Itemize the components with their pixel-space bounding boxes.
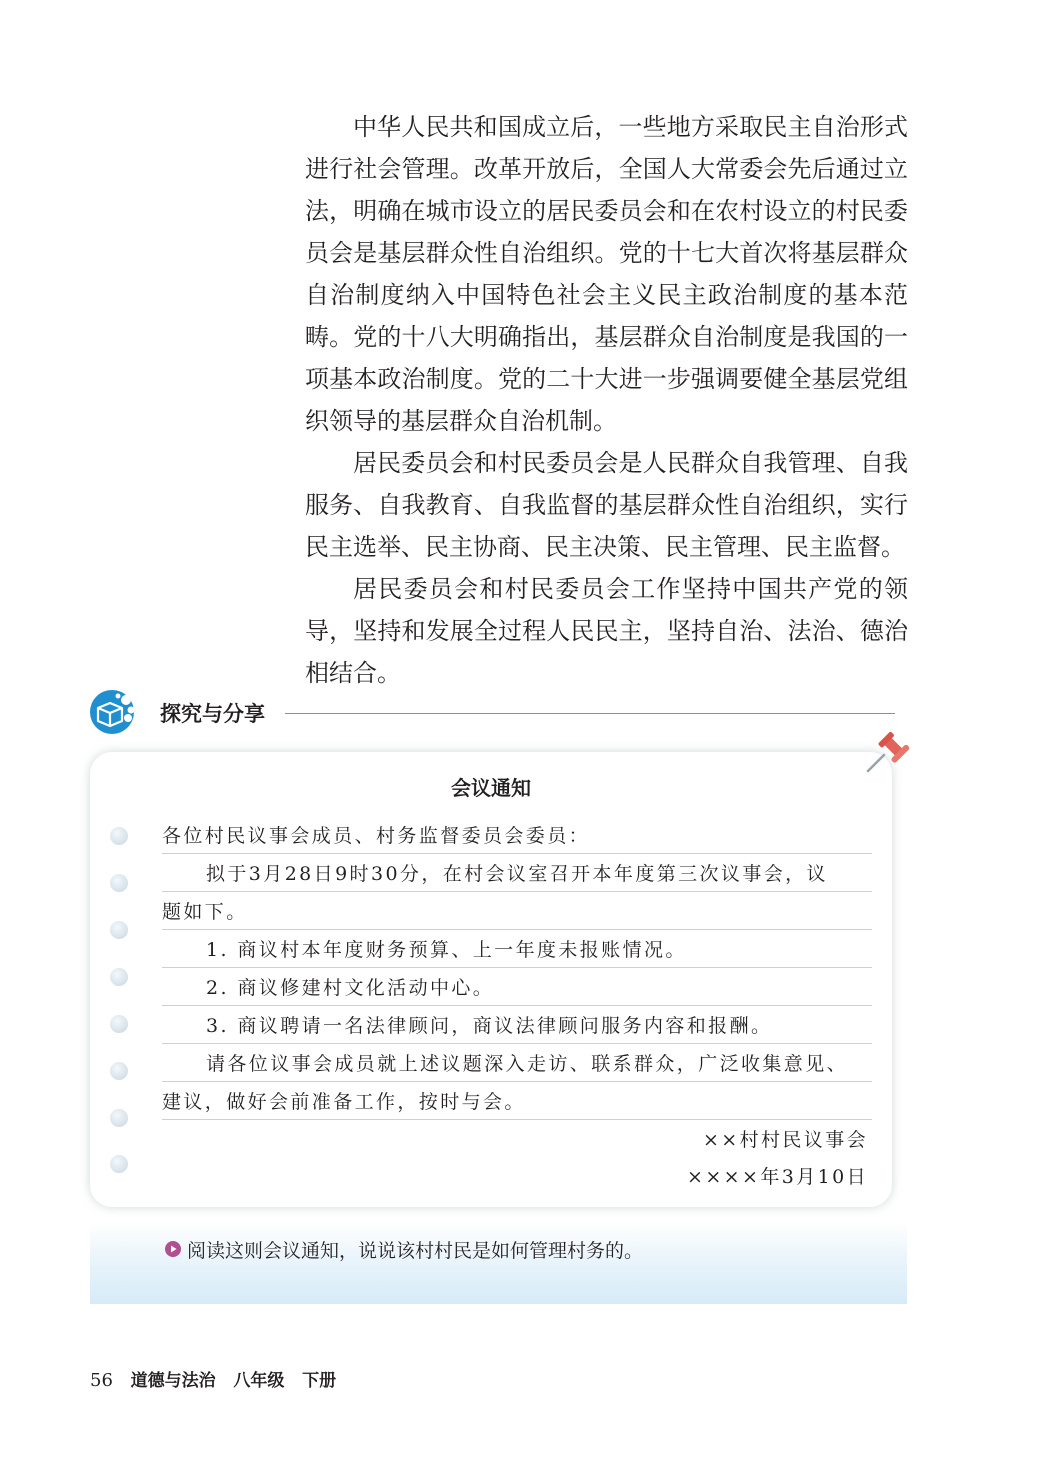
volume-label: 下册 — [302, 1371, 337, 1391]
notice-line: 建议，做好会前准备工作，按时与会。 — [162, 1082, 872, 1120]
grade-label: 八年级 — [233, 1371, 285, 1391]
play-bullet-icon — [165, 1241, 181, 1257]
binder-hole — [110, 921, 128, 939]
main-text — [305, 106, 908, 694]
section-header — [90, 688, 910, 738]
notice-card — [90, 752, 892, 1207]
notice-salutation: 各位村民议事会成员、村务监督委员会委员： — [162, 816, 872, 854]
section-divider — [285, 713, 895, 714]
notice-title: 会议通知 — [451, 776, 531, 800]
notice-body — [162, 816, 872, 1194]
notice-agenda-item-3: 3. 商议聘请一名法律顾问，商议法律顾问服务内容和报酬。 — [162, 1006, 872, 1044]
page-number: 56 — [90, 1370, 113, 1391]
paragraph-3: 居民委员会和村民委员会工作坚持中国共产党的领导，坚持和发展全过程人民民主，坚持自治、法治、德治相结合。 — [305, 575, 908, 687]
paragraph-1: 中华人民共和国成立后，一些地方采取民主自治形式进行社会管理。改革开放后，全国人大常委会先后通过立法，明确在城市设立的居民委员会和在农村设立的村民委员会是基层群众性自治组织。党的十七大首次将基层群众自治制度纳入中国特色社会主义民主政治制度的基本范畴。党的十八大明确指出，基层群众自治制度是我国的一项基本政治制度。党的二十大进一步强调要健全基层党组织领导的基层群众自治机制。 — [305, 113, 908, 435]
notice-agenda-item-1: 1. 商议村本年度财务预算、上一年度未报账情况。 — [162, 930, 872, 968]
question-box — [90, 1222, 907, 1304]
notice-line: 题如下。 — [162, 892, 872, 930]
section-title: 探究与分享 — [160, 702, 265, 726]
cube-bubbles-icon — [90, 688, 138, 736]
notice-agenda-item-2: 2. 商议修建村文化活动中心。 — [162, 968, 872, 1006]
notice-line: 拟于3月28日9时30分，在村会议室召开本年度第三次议事会，议 — [162, 854, 872, 892]
binder-hole — [110, 827, 128, 845]
notice-signature: ××村村民议事会 — [702, 1129, 868, 1151]
page-footer — [90, 1366, 348, 1391]
binder-hole — [110, 874, 128, 892]
binder-hole — [110, 1109, 128, 1127]
binder-hole — [110, 1062, 128, 1080]
notice-date: ××××年3月10日 — [687, 1166, 868, 1188]
binder-hole — [110, 968, 128, 986]
binder-hole — [110, 1155, 128, 1173]
question-text: 阅读这则会议通知，说说该村村民是如何管理村务的。 — [187, 1240, 644, 1262]
binder-holes — [110, 827, 130, 1167]
book-title: 道德与法治 — [130, 1371, 216, 1391]
notice-line: 请各位议事会成员就上述议题深入走访、联系群众，广泛收集意见、 — [162, 1044, 872, 1082]
binder-hole — [110, 1015, 128, 1033]
pushpin-icon — [862, 728, 914, 776]
paragraph-2: 居民委员会和村民委员会是人民群众自我管理、自我服务、自我教育、自我监督的基层群众性自治组织，实行民主选举、民主协商、民主决策、民主管理、民主监督。 — [305, 449, 908, 561]
